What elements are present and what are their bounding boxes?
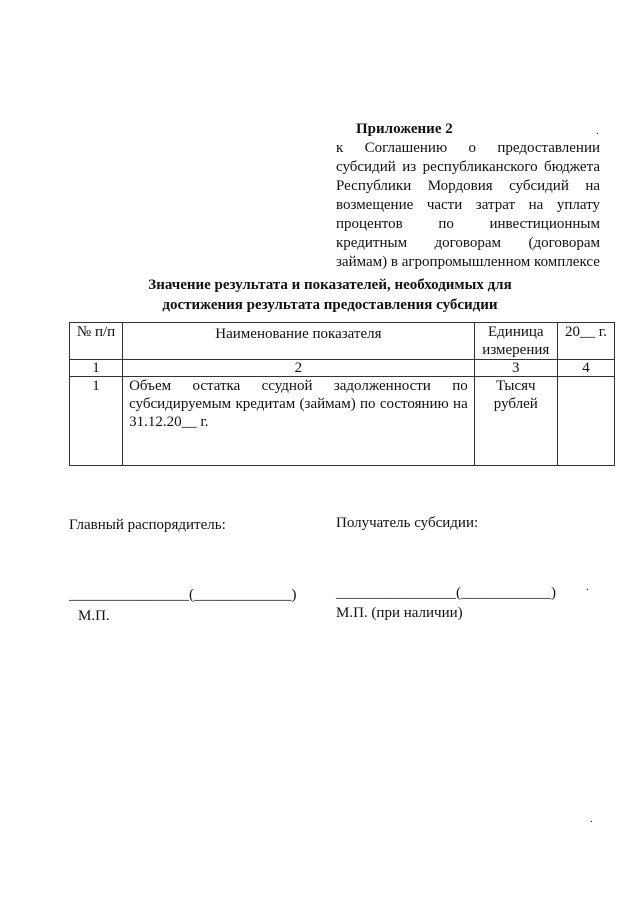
annex-body: к Соглашению о предоставлении субсидий из республиканского бюджета Республики Мордовия субсидий на возмещение части затрат на уплату процентов по инвестиционным кредитным договорам (договорам займам) в агропромышленном комплексе	[336, 140, 600, 270]
annex-header	[336, 120, 600, 272]
right-stamp-label: М.П. (при наличии)	[336, 605, 463, 621]
header-indicator-name: Наименование показателя	[123, 323, 475, 360]
scan-speck: .	[596, 125, 599, 137]
table-column-numbers-row	[70, 360, 615, 377]
left-stamp-label: М.П.	[78, 608, 110, 624]
left-signature-line: ________________(_____________)	[69, 587, 297, 603]
row-value	[557, 377, 614, 466]
table-row	[70, 377, 615, 466]
column-number-2: 2	[123, 360, 475, 377]
left-signature-label: Главный распорядитель:	[69, 517, 226, 533]
row-unit: Тысяч рублей	[474, 377, 557, 466]
document-title	[120, 275, 540, 315]
column-number-1: 1	[70, 360, 123, 377]
document-title-line-2: достижения результата предоставления субсидии	[162, 297, 498, 313]
document-title-line-1: Значение результата и показателей, необходимых для	[148, 277, 512, 293]
row-indicator-name: Объем остатка ссудной задолженности по субсидируемым кредитам (займам) по состоянию на 31.12.20__ г.	[123, 377, 475, 466]
right-signature-label: Получатель субсидии:	[336, 515, 479, 531]
scan-speck: .	[586, 581, 589, 593]
column-number-3: 3	[474, 360, 557, 377]
header-year: 20__ г.	[557, 323, 614, 360]
row-number: 1	[70, 377, 123, 466]
header-number: № п/п	[70, 323, 123, 360]
column-number-4: 4	[557, 360, 614, 377]
right-signature-line: ________________(____________)	[336, 585, 556, 601]
header-unit: Единица измерения	[474, 323, 557, 360]
scan-speck: .	[590, 813, 593, 825]
table-header-row	[70, 323, 615, 360]
indicators-table	[69, 322, 615, 466]
annex-title: Приложение 2	[356, 121, 453, 137]
